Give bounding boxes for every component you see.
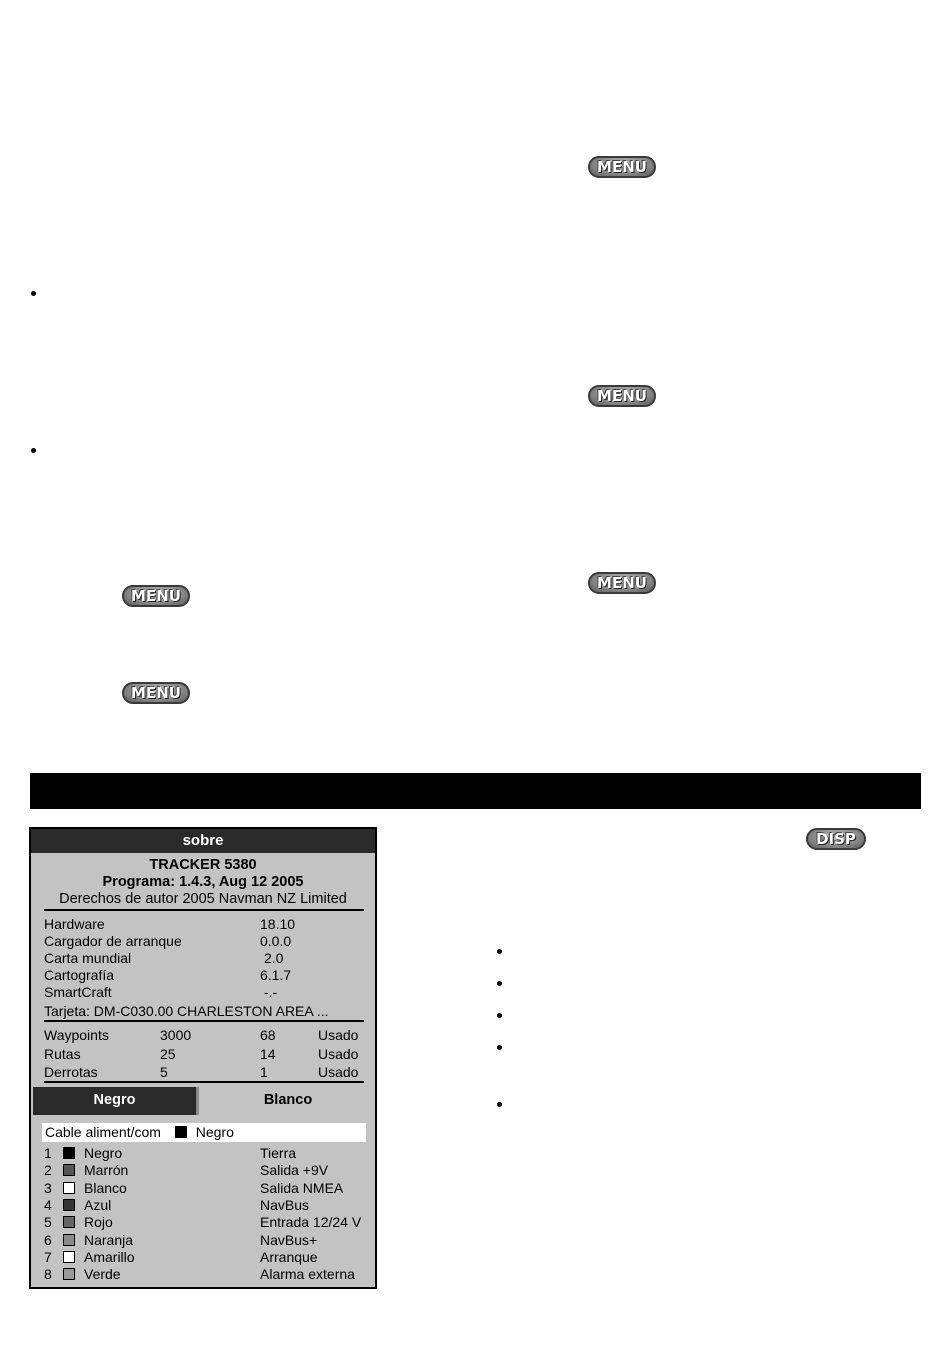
wire-function: Alarma externa [260,1266,355,1283]
version-label: Cartografía [44,967,115,983]
wire-color-swatch [63,1182,75,1194]
usage-label: Rutas [44,1045,81,1062]
usage-used: 14 [260,1045,276,1062]
usage-max: 3000 [160,1027,192,1043]
bullet [497,1045,502,1050]
tab-blanco[interactable]: Blanco [263,1092,313,1108]
wire-color-swatch [63,1268,75,1280]
program-version: Programa: 1.4.3, Aug 12 2005 [102,874,304,890]
wire-color-name: Verde [84,1266,121,1283]
usage-used: 68 [260,1027,276,1043]
wire-color-swatch [63,1251,75,1263]
version-value: -.- [264,984,278,1000]
usage-suffix: Usado [318,1064,359,1080]
wire-color-name: Blanco [84,1179,127,1196]
wire-number: 4 [44,1196,52,1213]
menu-button-5[interactable]: MENU [122,682,190,704]
usage-max: 25 [160,1045,176,1062]
wire-color-swatch [63,1216,75,1228]
screen-title: sobre [31,829,375,853]
wire-number: 6 [44,1231,52,1248]
version-value: 2.0 [264,950,284,966]
version-label: Carta mundial [44,950,132,966]
version-value: 18.10 [260,916,296,932]
menu-button-3[interactable]: MENU [588,572,656,594]
bullet [31,448,36,453]
version-value: 6.1.7 [260,967,292,983]
version-value: 0.0.0 [260,933,292,949]
about-screen [29,827,377,1289]
wire-number: 7 [44,1248,52,1265]
wire-color-name: Rojo [84,1214,113,1231]
menu-button-2[interactable]: MENU [588,385,656,407]
model-name: TRACKER 5380 [149,857,257,873]
bullet [31,291,36,296]
menu-button-1[interactable]: MENU [588,156,656,178]
wire-number: 5 [44,1214,52,1231]
tab-negro[interactable]: Negro [33,1087,199,1115]
color-swatch [175,1126,187,1138]
wire-function: Entrada 12/24 V [260,1214,362,1231]
usage-label: Derrotas [44,1064,98,1080]
card-info: Tarjeta: DM-C030.00 CHARLESTON AREA ... [44,1003,329,1019]
version-label: SmartCraft [44,984,112,1000]
copyright-text: Derechos de autor 2005 Navman NZ Limited [59,891,347,907]
wire-number: 1 [44,1145,52,1161]
wire-function: Salida +9V [260,1162,329,1179]
bullet [497,949,502,954]
wire-color-swatch [63,1234,75,1246]
bullet [497,1013,502,1018]
bullet [497,1102,502,1107]
cable-row [42,1123,366,1142]
section-header-bar [30,773,921,809]
menu-button-4[interactable]: MENU [122,585,190,607]
wire-color-name: Azul [84,1196,112,1213]
usage-label: Waypoints [44,1027,109,1043]
bullet [497,981,502,986]
wire-function: Arranque [260,1248,318,1265]
usage-max: 5 [160,1064,168,1080]
version-label: Hardware [44,916,105,932]
wire-function: Tierra [260,1145,297,1161]
wire-number: 8 [44,1266,52,1283]
wire-color-name: Amarillo [84,1248,135,1265]
wire-color-name: Naranja [84,1231,134,1248]
cable-color-name: Negro [195,1124,234,1140]
usage-suffix: Usado [318,1045,359,1062]
divider [44,909,364,911]
divider [44,1081,364,1083]
wire-color-swatch [63,1164,75,1176]
wire-color-swatch [63,1199,75,1211]
wire-color-name: Marrón [84,1162,129,1179]
cable-label: Cable aliment/com [45,1124,161,1140]
wire-number: 2 [44,1162,52,1179]
wire-function: Salida NMEA [260,1179,344,1196]
disp-button[interactable]: DISP [806,828,866,850]
wire-number: 3 [44,1179,52,1196]
usage-used: 1 [260,1064,268,1080]
wire-color-swatch [63,1147,75,1159]
version-label: Cargador de arranque [44,933,182,949]
wire-function: NavBus+ [260,1231,318,1248]
divider [44,1020,364,1022]
wire-function: NavBus [260,1196,310,1213]
usage-suffix: Usado [318,1027,359,1043]
wire-color-name: Negro [84,1145,123,1161]
